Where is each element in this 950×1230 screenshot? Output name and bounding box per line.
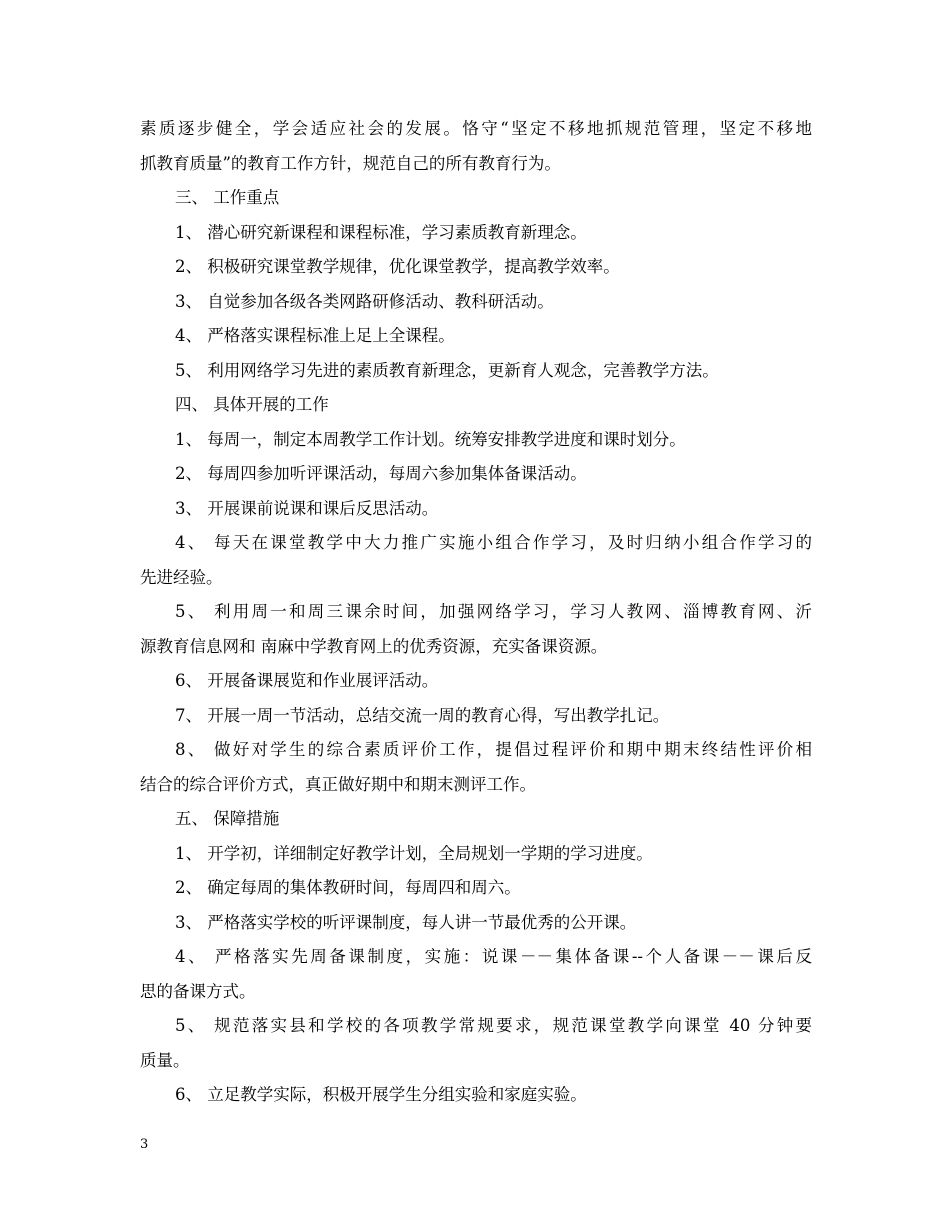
list-item: 3、 自觉参加各级各类网路研修活动、教科研活动。 [175, 291, 554, 311]
list-item: 5、 利用网络学习先进的素质教育新理念，更新育人观念，完善教学方法。 [175, 360, 719, 380]
list-item: 3、 严格落实学校的听评课制度，每人讲一节最优秀的公开课。 [175, 912, 637, 932]
list-item: 7、 开展一周一节活动，总结交流一周的教育心得，写出教学扎记。 [175, 705, 670, 725]
document-body [140, 112, 812, 1113]
section-heading: 四、 具体开展的工作 [175, 395, 329, 414]
list-item: 2、 确定每周的集体教研时间，每周四和周六。 [175, 878, 521, 897]
text-line: 抓教育质量”的教育工作方针，规范自己的所有教育行为。 [140, 153, 561, 173]
list-item: 2、 积极研究课堂教学规律，优化课堂教学，提高教学效率。 [175, 257, 620, 276]
text-line: 素质逐步健全，学会适应社会的发展。恪守“坚定不移地抓规范管理，坚定不移地 [140, 119, 812, 138]
list-item: 5、 规范落实县和学校的各项教学常规要求，规范课堂教学向课堂 40 分钟要 [175, 1016, 812, 1035]
list-item: 8、 做好对学生的综合素质评价工作，提倡过程评价和期中期末终结性评价相 [175, 740, 812, 759]
section-heading: 五、 保障措施 [175, 809, 280, 828]
list-item: 6、 立足教学实际，积极开展学生分组实验和家庭实验。 [175, 1085, 587, 1104]
list-item-continuation: 质量。 [140, 1050, 190, 1070]
list-item-continuation: 结合的综合评价方式，真正做好期中和期末测评工作。 [140, 774, 536, 794]
list-item-continuation: 先进经验。 [140, 567, 223, 587]
list-item: 4、 严格落实课程标准上足上全课程。 [175, 326, 455, 345]
list-item-continuation: 源教育信息网和 南麻中学教育网上的优秀资源，充实备课资源。 [140, 636, 608, 656]
list-item-continuation: 思的备课方式。 [140, 981, 256, 1001]
list-item: 4、 每天在课堂教学中大力推广实施小组合作学习，及时归纳小组合作学习的 [175, 533, 812, 552]
section-heading: 三、 工作重点 [175, 188, 280, 207]
list-item: 1、 开学初，详细制定好教学计划，全局规划一学期的学习进度。 [175, 843, 653, 863]
page-number: 3 [140, 1137, 149, 1152]
list-item: 5、 利用周一和周三课余时间，加强网络学习，学习人教网、淄博教育网、沂 [175, 602, 812, 621]
list-item: 2、 每周四参加听评课活动，每周六参加集体备课活动。 [175, 464, 587, 483]
list-item: 6、 开展备课展览和作业展评活动。 [175, 671, 439, 690]
list-item: 3、 开展课前说课和课后反思活动。 [175, 498, 439, 518]
list-item: 4、 严格落实先周备课制度，实施：说课－－集体备课--个人备课－－课后反 [175, 947, 812, 966]
list-item: 1、 潜心研究新课程和课程标准，学习素质教育新理念。 [175, 222, 587, 242]
list-item: 1、 每周一，制定本周教学工作计划。统筹安排教学进度和课时划分。 [175, 429, 686, 449]
